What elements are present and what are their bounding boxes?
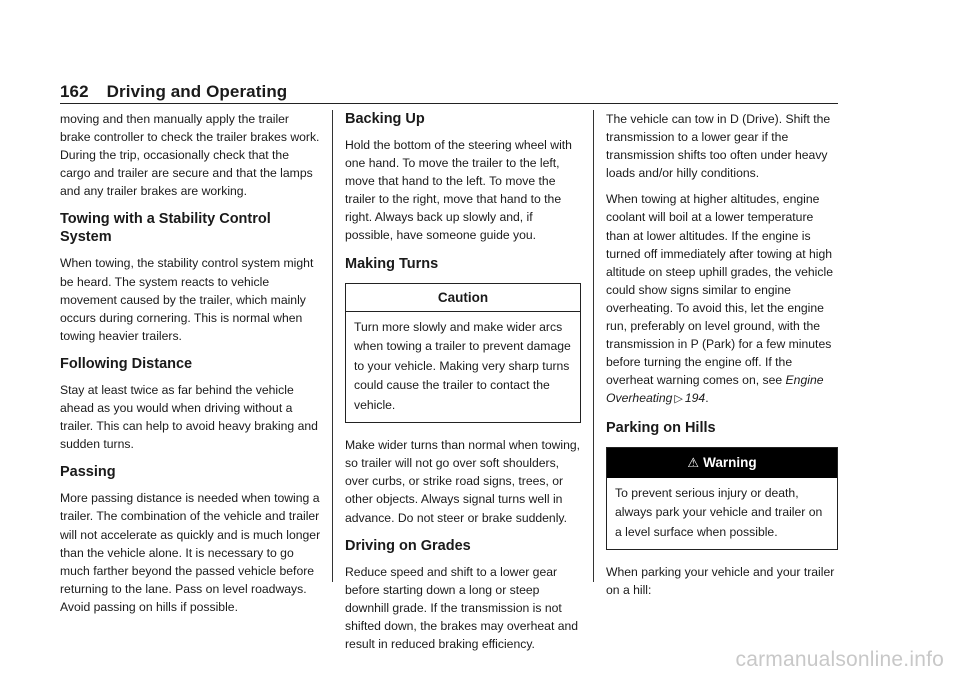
paragraph-passing: More passing distance is needed when towing a trailer. The combination of the vehicle and trailer will not accelerate as quickly and is much longer than the vehicle alone. It is necessary to go much farther beyond the passed vehicle before returning to the lane. Pass on level roadways. Avoid passing on hills if possible. — [60, 491, 321, 614]
warning-header — [607, 448, 837, 478]
column-divider-1 — [332, 110, 333, 582]
paragraph-intro: moving and then manually apply the trailer brake controller to check the trailer brakes work. During the trip, occasionally check that the cargo and trailer are secure and that the lamps and any trailer brakes are working. — [60, 112, 320, 199]
page-number: 162 — [60, 82, 89, 101]
section-title: Driving and Operating — [106, 82, 288, 101]
page-reference-icon: ▷ — [674, 393, 683, 406]
page-header — [60, 82, 287, 102]
header-rule — [60, 103, 838, 104]
paragraph-drive: The vehicle can tow in D (Drive). Shift the transmission to a lower gear if the transmission shifts too often under heavy loads and/or hilly conditions. — [606, 112, 831, 181]
caution-title: Caution — [346, 284, 580, 312]
column-3 — [606, 110, 838, 607]
heading-backing: Backing Up — [345, 111, 425, 127]
altitude-text: When towing at higher altitudes, engine coolant will boil at a lower temperature than at lower altitudes. If the engine is turned off immediately after towing at high altitude on steep uphill grades, the vehicle could show signs similar to engine overheating. To avoid this, let the engine run, preferably on level ground, with the transmission in P (Park) for a few minutes before turning the engine off. If the overheat warning comes on, see — [606, 192, 833, 388]
paragraph-altitude: When towing at higher altitudes, engine coolant will boil at a lower temperature than at lower altitudes. If the engine is turned off immediately after towing at high altitude on steep uphill grades, the vehicle could show signs similar to engine overheating. To avoid this, let the engine run, preferably on level ground, with the transmission in P (Park) for a few minutes before turning the engine off. If the overheat warning comes on, see Engine Overheating ▷ 194. — [606, 192, 833, 406]
heading-parking: Parking on Hills — [606, 419, 716, 436]
warning-box — [606, 447, 838, 551]
caution-box — [345, 283, 581, 424]
heading-following: Following Distance — [60, 355, 193, 372]
heading-grades: Driving on Grades — [345, 537, 471, 554]
paragraph-turns: Make wider turns than normal when towing, so trailer will not go over soft shoulders, over curbs, or strike road signs, trees, or other objects. Always signal turns well in advance. Do not steer or brake suddenly. — [345, 438, 581, 525]
xref-link-engine-overheating[interactable]: Engine Overheating — [606, 373, 824, 406]
warning-title: Warning — [703, 454, 757, 470]
heading-passing: Passing — [60, 464, 116, 481]
warning-body: To prevent serious injury or death, always park your vehicle and trailer on a level surface when possible. — [615, 485, 823, 539]
column-divider-2 — [593, 110, 594, 582]
xref-page-number[interactable]: 194 — [684, 391, 706, 406]
heading-stability: Towing with a Stability Control System — [60, 211, 271, 246]
heading-turns: Making Turns — [345, 255, 439, 272]
paragraph-following: Stay at least twice as far behind the vehicle ahead as you would when driving without a trailer. This can help to avoid heavy braking and sudden turns. — [60, 382, 318, 452]
column-2 — [345, 110, 581, 661]
caution-body: Turn more slowly and make wider arcs when towing a trailer to prevent damage to your vehicle. Making very sharp turns could cause the trailer to contact the vehicle. — [354, 319, 571, 412]
paragraph-stability: When towing, the stability control system might be heard. The system reacts to vehicle movement caused by the trailer, which mainly occurs during cornering. This is normal when towing heavier trailers. — [60, 256, 314, 343]
paragraph-grades: Reduce speed and shift to a lower gear before starting down a long or steep downhill grade. If the transmission is not shifted down, the brakes may overheat and result in reduced braking efficiency. — [345, 564, 579, 651]
paragraph-parking: When parking your vehicle and your trailer on a hill: — [606, 565, 835, 598]
column-1 — [60, 110, 322, 624]
paragraph-backing: Hold the bottom of the steering wheel with one hand. To move the trailer to the left, move that hand to the left. To move the trailer to the right, move that hand to the right. Always back up slowly and, if possible, have someone guide you. — [345, 138, 572, 243]
watermark: carmanualsonline.info — [735, 648, 944, 671]
warning-triangle-icon: ⚠ — [687, 454, 700, 470]
